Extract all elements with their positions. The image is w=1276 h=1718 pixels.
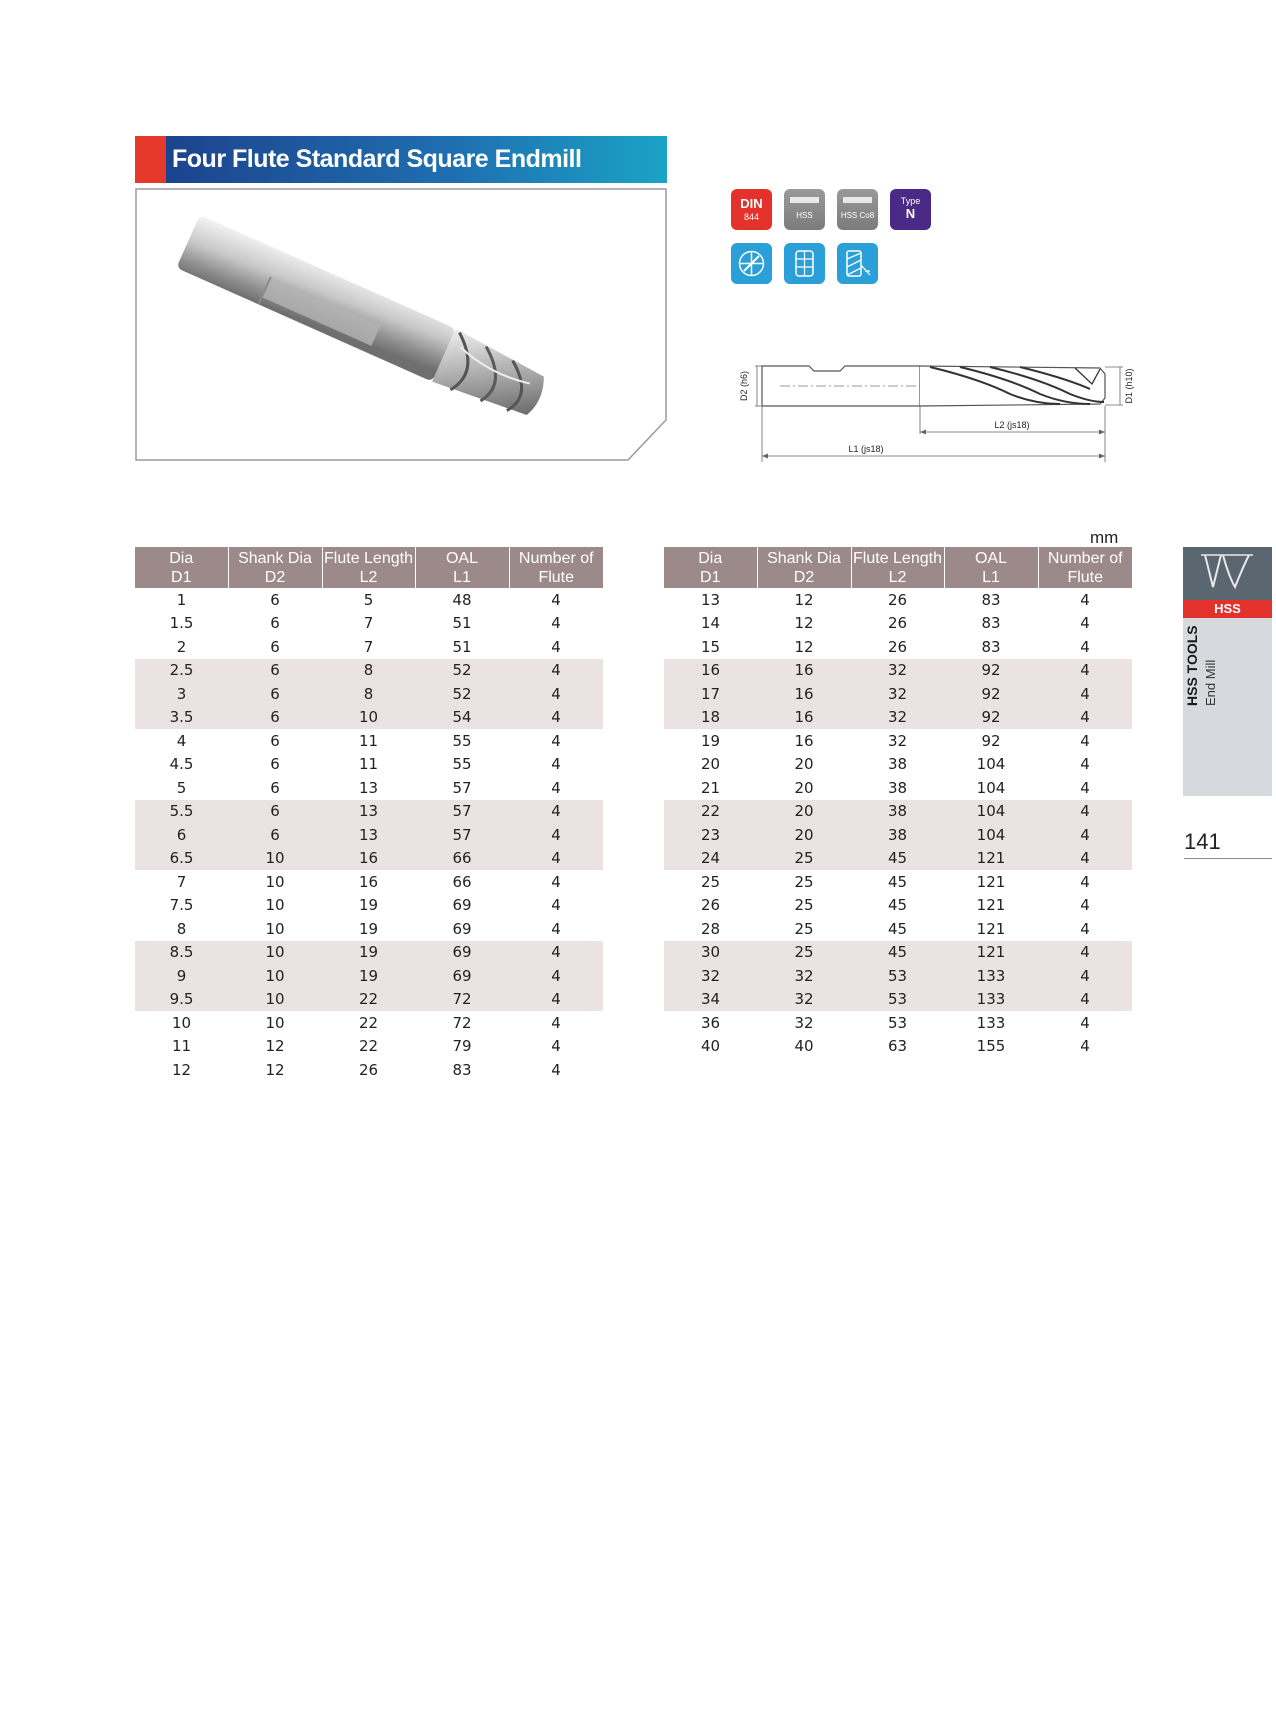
table-cell: 10: [228, 988, 322, 1012]
table-cell: 45: [887, 919, 908, 938]
table-row: [135, 894, 603, 918]
table-cell: 4: [1038, 682, 1132, 706]
table-cell: 4: [1038, 659, 1132, 683]
table-cell: 83: [452, 1060, 472, 1079]
table-cell: 13: [358, 778, 379, 797]
table-cell: 69: [415, 941, 509, 965]
table-cell: 1.5: [169, 614, 194, 633]
table-cell: 16: [794, 731, 814, 750]
table-cell: 4: [551, 731, 561, 750]
table-cell: 4: [509, 682, 603, 706]
table-cell: 4: [176, 731, 187, 750]
table-cell: 20: [757, 823, 851, 847]
table-cell: 30: [664, 941, 757, 965]
table-cell: 66: [415, 847, 509, 871]
header-flute-length: Flute Length L2: [322, 547, 415, 588]
table-cell: 6: [270, 614, 280, 633]
din-844-badge: [731, 189, 772, 230]
table-row: [664, 706, 1132, 730]
table-cell: 12: [794, 637, 814, 656]
table-cell: 22: [358, 1013, 379, 1032]
table-cell: 7.5: [169, 896, 194, 915]
type-label: Type: [900, 196, 921, 206]
table-cell: 5.5: [135, 800, 228, 824]
side-tab-label: [1184, 625, 1218, 706]
table-cell: 38: [851, 800, 944, 824]
table-cell: 22: [664, 800, 757, 824]
header-number-of-flute: Number of Flute: [1038, 547, 1132, 588]
spec-table-right: [664, 547, 1132, 1058]
table-row: [664, 753, 1132, 777]
table-cell: 4: [1080, 755, 1090, 774]
table-cell: 48: [452, 590, 472, 609]
dimension-drawing: [720, 354, 1150, 474]
table-cell: 92: [944, 659, 1038, 683]
table-cell: 14: [700, 614, 721, 633]
table-cell: 10: [265, 1013, 285, 1032]
table-row: [135, 635, 603, 659]
table-cell: 10: [228, 964, 322, 988]
table-cell: 4: [509, 988, 603, 1012]
table-row: [135, 753, 603, 777]
table-cell: 4: [551, 778, 561, 797]
table-cell: 6: [228, 823, 322, 847]
side-tab-title: HSS TOOLS: [1184, 625, 1200, 706]
table-cell: 6: [270, 590, 280, 609]
table-row: [664, 800, 1132, 824]
table-row: [664, 1011, 1132, 1035]
table-cell: 16: [757, 682, 851, 706]
table-cell: 4: [1080, 896, 1090, 915]
table-cell: 10: [228, 847, 322, 871]
table-row: [135, 800, 603, 824]
table-header-row: [135, 547, 603, 588]
table-row: [135, 729, 603, 753]
table-cell: 6: [135, 823, 228, 847]
d2-dimension-label: D2 (h6): [739, 370, 749, 402]
table-row: [664, 776, 1132, 800]
table-cell: 7: [363, 637, 374, 656]
table-cell: 92: [981, 731, 1001, 750]
table-cell: 6: [228, 659, 322, 683]
l2-dimension-label: L2 (js18): [994, 420, 1030, 430]
table-cell: 45: [851, 847, 944, 871]
table-cell: 38: [887, 755, 908, 774]
table-cell: 12: [265, 1060, 285, 1079]
table-cell: 26: [887, 614, 908, 633]
table-row: [664, 964, 1132, 988]
shank-icon: [784, 243, 825, 284]
table-cell: 4: [509, 847, 603, 871]
table-cell: 5: [363, 590, 374, 609]
table-cell: 24: [664, 847, 757, 871]
table-cell: 32: [664, 964, 757, 988]
table-cell: 10: [322, 706, 415, 730]
table-cell: 4: [1038, 847, 1132, 871]
table-cell: 28: [700, 919, 721, 938]
header-oal: OAL L1: [944, 547, 1038, 588]
table-cell: 121: [976, 896, 1006, 915]
table-cell: 4: [1080, 637, 1090, 656]
table-cell: 57: [415, 800, 509, 824]
table-cell: 32: [851, 682, 944, 706]
din-label: DIN: [740, 196, 763, 211]
table-cell: 2: [176, 637, 187, 656]
table-cell: 4: [1038, 964, 1132, 988]
table-cell: 18: [664, 706, 757, 730]
table-cell: 6: [228, 706, 322, 730]
table-cell: 4: [1038, 941, 1132, 965]
table-cell: 4: [551, 1037, 561, 1056]
table-row: [135, 1011, 603, 1035]
table-cell: 16: [358, 872, 379, 891]
table-cell: 55: [452, 755, 472, 774]
table-row: [664, 823, 1132, 847]
table-row: [135, 1058, 603, 1082]
table-row: [664, 1035, 1132, 1059]
table-cell: 4: [1080, 1037, 1090, 1056]
table-cell: 54: [415, 706, 509, 730]
table-cell: 26: [358, 1060, 379, 1079]
side-tab-hss: HSS: [1183, 600, 1272, 618]
table-cell: 104: [976, 778, 1006, 797]
table-cell: 6: [270, 778, 280, 797]
table-cell: 20: [757, 800, 851, 824]
table-row: [135, 823, 603, 847]
table-cell: 13: [322, 823, 415, 847]
table-cell: 19: [322, 964, 415, 988]
table-cell: 104: [944, 823, 1038, 847]
table-cell: 12: [171, 1060, 192, 1079]
table-cell: 53: [851, 964, 944, 988]
table-cell: 25: [794, 872, 814, 891]
table-cell: 1: [176, 590, 187, 609]
hss-badge: [784, 189, 825, 230]
table-cell: 121: [976, 919, 1006, 938]
table-cell: 4: [509, 823, 603, 847]
table-cell: 4: [551, 637, 561, 656]
table-cell: 7: [176, 872, 187, 891]
page-number-rule: [1184, 858, 1272, 859]
table-cell: 26: [887, 637, 908, 656]
table-row: [135, 870, 603, 894]
table-cell: 12: [265, 1037, 285, 1056]
table-cell: 5: [176, 778, 187, 797]
table-cell: 40: [700, 1037, 721, 1056]
table-cell: 4: [509, 659, 603, 683]
table-cell: 6: [270, 755, 280, 774]
table-cell: 25: [794, 919, 814, 938]
table-cell: 13: [700, 590, 721, 609]
table-cell: 12: [794, 614, 814, 633]
table-row: [135, 988, 603, 1012]
table-cell: 32: [757, 964, 851, 988]
table-row: [135, 847, 603, 871]
table-cell: 8: [322, 682, 415, 706]
table-row: [664, 635, 1132, 659]
table-cell: 25: [700, 872, 721, 891]
spec-table-left: [135, 547, 603, 1082]
page-number: 141: [1184, 829, 1221, 854]
table-cell: 20: [794, 755, 814, 774]
table-cell: 16: [757, 706, 851, 730]
product-photo: [135, 188, 668, 461]
table-cell: 25: [757, 941, 851, 965]
table-row: [135, 917, 603, 941]
table-cell: 38: [887, 778, 908, 797]
table-cell: 16: [322, 847, 415, 871]
table-cell: 11: [358, 731, 379, 750]
table-cell: 23: [664, 823, 757, 847]
table-cell: 72: [415, 988, 509, 1012]
table-cell: 38: [851, 823, 944, 847]
table-row: [135, 682, 603, 706]
type-n-badge: [890, 189, 931, 230]
table-cell: 11: [358, 755, 379, 774]
title-accent: [135, 136, 166, 183]
table-cell: 72: [452, 1013, 472, 1032]
table-cell: 52: [415, 682, 509, 706]
table-cell: 63: [887, 1037, 908, 1056]
table-cell: 21: [700, 778, 721, 797]
hss-co8-label: HSS Co8: [840, 211, 875, 220]
table-cell: 8: [322, 659, 415, 683]
table-cell: 6: [270, 731, 280, 750]
table-cell: 25: [794, 896, 814, 915]
table-cell: 19: [358, 896, 379, 915]
table-cell: 133: [944, 964, 1038, 988]
table-cell: 4: [1080, 919, 1090, 938]
table-row: [664, 659, 1132, 683]
table-cell: 10: [265, 919, 285, 938]
table-cell: 155: [976, 1037, 1006, 1056]
table-cell: 133: [976, 1013, 1006, 1032]
table-cell: 4: [551, 590, 561, 609]
table-row: [135, 612, 603, 636]
table-cell: 104: [944, 800, 1038, 824]
table-cell: 4: [551, 1013, 561, 1032]
table-cell: 26: [700, 896, 721, 915]
table-header-row: [664, 547, 1132, 588]
table-cell: 83: [981, 590, 1001, 609]
table-cell: 26: [887, 590, 908, 609]
table-cell: 83: [981, 637, 1001, 656]
header-dia: Dia D1: [135, 547, 228, 588]
hss-label: HSS: [796, 211, 813, 220]
table-row: [135, 706, 603, 730]
table-row: [135, 1035, 603, 1059]
header-oal: OAL L1: [415, 547, 509, 588]
hss-co8-strip-icon: [843, 197, 872, 203]
table-cell: 69: [415, 964, 509, 988]
title-banner: [135, 136, 667, 183]
table-cell: 4: [1080, 1013, 1090, 1032]
table-row: [664, 941, 1132, 965]
table-cell: 69: [452, 919, 472, 938]
table-cell: 6.5: [135, 847, 228, 871]
table-cell: 4: [1080, 872, 1090, 891]
table-cell: 4: [509, 706, 603, 730]
table-cell: 3.5: [135, 706, 228, 730]
table-row: [664, 588, 1132, 612]
table-cell: 15: [700, 637, 721, 656]
page-title: Four Flute Standard Square Endmill: [172, 145, 582, 173]
table-cell: 4: [551, 919, 561, 938]
hss-strip-icon: [790, 197, 819, 203]
table-cell: 8: [176, 919, 187, 938]
table-cell: 2.5: [135, 659, 228, 683]
table-cell: 32: [851, 659, 944, 683]
table-cell: 45: [851, 941, 944, 965]
helix-angle-icon: [837, 243, 878, 284]
table-row: [664, 870, 1132, 894]
table-row: [664, 682, 1132, 706]
table-cell: 9: [135, 964, 228, 988]
table-cell: 6: [228, 800, 322, 824]
table-cell: 13: [322, 800, 415, 824]
table-cell: 40: [794, 1037, 814, 1056]
table-cell: 22: [322, 988, 415, 1012]
table-cell: 4: [1038, 988, 1132, 1012]
table-row: [135, 776, 603, 800]
table-cell: 66: [452, 872, 472, 891]
table-row: [664, 917, 1132, 941]
table-cell: 19: [322, 941, 415, 965]
table-cell: 3: [135, 682, 228, 706]
table-cell: 32: [887, 731, 908, 750]
table-cell: 6: [228, 682, 322, 706]
table-cell: 32: [794, 1013, 814, 1032]
type-value: N: [905, 206, 916, 221]
table-cell: 25: [757, 847, 851, 871]
header-flute-length: Flute Length L2: [851, 547, 944, 588]
table-cell: 4: [1080, 614, 1090, 633]
table-cell: 4: [509, 941, 603, 965]
table-row: [135, 941, 603, 965]
table-row: [664, 612, 1132, 636]
table-cell: 4: [1038, 706, 1132, 730]
table-cell: 20: [700, 755, 721, 774]
table-cell: 69: [452, 896, 472, 915]
header-number-of-flute: Number of Flute: [509, 547, 603, 588]
table-cell: 45: [887, 872, 908, 891]
table-row: [135, 964, 603, 988]
table-cell: 11: [171, 1037, 192, 1056]
table-cell: 4: [1080, 778, 1090, 797]
table-row: [135, 659, 603, 683]
table-row: [135, 588, 603, 612]
header-dia: Dia D1: [664, 547, 757, 588]
table-cell: 16: [664, 659, 757, 683]
table-cell: 4: [1038, 823, 1132, 847]
table-cell: 53: [887, 1013, 908, 1032]
table-cell: 10: [265, 872, 285, 891]
table-cell: 133: [944, 988, 1038, 1012]
table-cell: 12: [794, 590, 814, 609]
table-cell: 51: [452, 637, 472, 656]
table-cell: 51: [452, 614, 472, 633]
table-row: [664, 894, 1132, 918]
header-shank-dia: Shank Dia D2: [228, 547, 322, 588]
l1-dimension-label: L1 (js18): [848, 444, 884, 454]
table-cell: 57: [452, 778, 472, 797]
table-cell: 7: [363, 614, 374, 633]
table-cell: 79: [452, 1037, 472, 1056]
table-cell: 4: [1080, 590, 1090, 609]
table-cell: 17: [664, 682, 757, 706]
table-cell: 45: [887, 896, 908, 915]
table-cell: 16: [757, 659, 851, 683]
table-cell: 4.5: [169, 755, 194, 774]
four-flute-icon: [731, 243, 772, 284]
table-cell: 57: [415, 823, 509, 847]
table-cell: 104: [976, 755, 1006, 774]
table-cell: 8.5: [135, 941, 228, 965]
table-row: [664, 847, 1132, 871]
header-shank-dia: Shank Dia D2: [757, 547, 851, 588]
table-cell: 22: [358, 1037, 379, 1056]
table-cell: 92: [944, 682, 1038, 706]
hss-co8-badge: [837, 189, 878, 230]
side-tab-subtitle: End Mill: [1203, 659, 1218, 706]
d1-dimension-label: D1 (h10): [1124, 368, 1134, 404]
table-cell: 19: [700, 731, 721, 750]
table-cell: 9.5: [135, 988, 228, 1012]
table-row: [664, 729, 1132, 753]
table-cell: 10: [265, 896, 285, 915]
table-cell: 4: [551, 896, 561, 915]
table-cell: 121: [944, 941, 1038, 965]
table-cell: 34: [664, 988, 757, 1012]
table-cell: 92: [944, 706, 1038, 730]
table-cell: 4: [551, 614, 561, 633]
table-cell: 20: [794, 778, 814, 797]
table-cell: 121: [944, 847, 1038, 871]
table-cell: 4: [1080, 731, 1090, 750]
table-cell: 4: [551, 755, 561, 774]
table-cell: 4: [509, 800, 603, 824]
table-cell: 4: [1038, 800, 1132, 824]
din-number: 844: [743, 212, 760, 222]
table-cell: 19: [358, 919, 379, 938]
table-cell: 32: [757, 988, 851, 1012]
table-row: [664, 988, 1132, 1012]
table-cell: 83: [981, 614, 1001, 633]
table-cell: 10: [228, 941, 322, 965]
table-cell: 55: [452, 731, 472, 750]
unit-label: mm: [1090, 528, 1119, 547]
table-cell: 53: [851, 988, 944, 1012]
table-cell: 6: [270, 637, 280, 656]
table-cell: 32: [851, 706, 944, 730]
table-cell: 4: [509, 964, 603, 988]
table-cell: 4: [551, 1060, 561, 1079]
table-cell: 52: [415, 659, 509, 683]
table-cell: 4: [551, 872, 561, 891]
table-cell: 121: [976, 872, 1006, 891]
table-cell: 10: [171, 1013, 192, 1032]
table-cell: 36: [700, 1013, 721, 1032]
